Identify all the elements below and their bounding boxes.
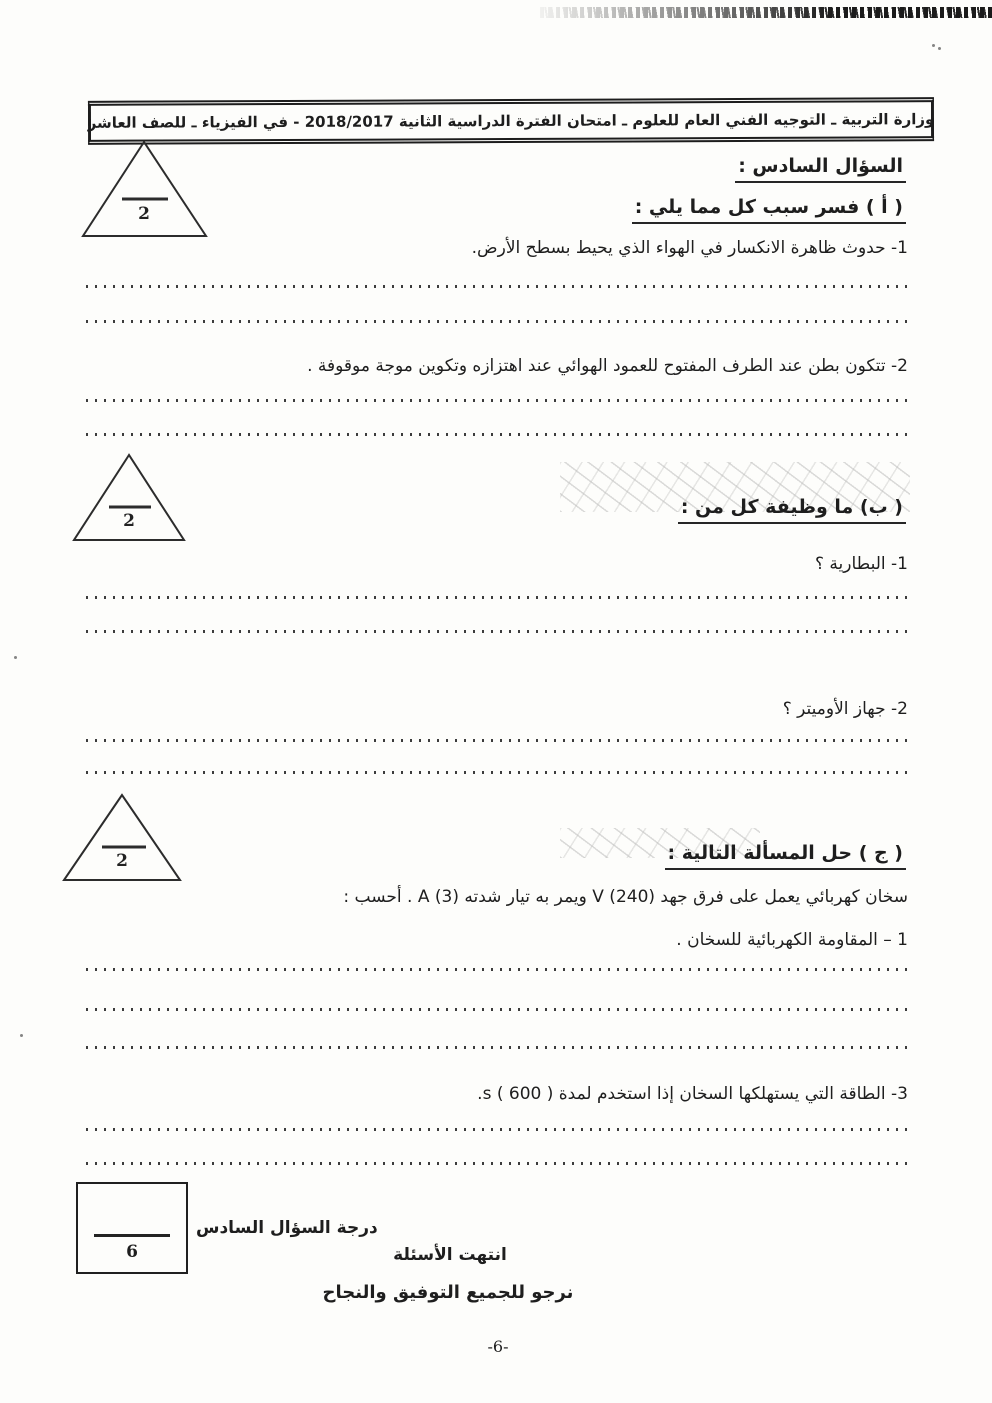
score-total: 6 (126, 1242, 138, 1262)
scan-speck (938, 47, 941, 50)
triangle-icon (70, 452, 188, 544)
marks-triangle-c (60, 792, 184, 884)
section-c-item-1: 1 – المقاومة الكهربائية للسخان . (676, 930, 908, 950)
score-box (76, 1182, 188, 1274)
marks-value-c: 2 (116, 850, 128, 871)
section-a-item-1: 1- حدوث ظاهرة الانكسار في الهواء الذي يحيط بسطح الأرض. (471, 238, 908, 258)
answer-line (86, 596, 908, 599)
section-a-heading: ( أ ) فسر سبب كل مما يلي : (632, 196, 906, 224)
section-c-problem: سخان كهربائي يعمل على فرق جهد (240) V ويمر به تيار شدته (3) A . أحسب : (343, 887, 908, 907)
question-title: السؤال السادس : (735, 155, 906, 183)
answer-line (86, 630, 908, 633)
page-number: -6- (487, 1337, 509, 1356)
marks-value-b: 2 (123, 510, 135, 531)
scan-speck (20, 1034, 23, 1037)
answer-line (86, 1162, 908, 1165)
section-b-item-2: 2- جهاز الأوميتر ؟ (782, 699, 908, 719)
answer-line (86, 285, 908, 288)
answer-line (86, 968, 908, 971)
section-a-item-2: 2- تتكون بطن عند الطرف المفتوح للعمود الهوائي عند اهتزازه وتكوين موجة موقوفة . (307, 356, 908, 376)
score-blank-line (94, 1234, 170, 1237)
answer-line (86, 1128, 908, 1131)
end-of-questions-text: انتهت الأسئلة (393, 1245, 507, 1265)
section-b-item-1: 1- البطارية ؟ (814, 554, 908, 574)
scan-speck (932, 44, 935, 47)
marks-triangle-b (70, 452, 188, 544)
answer-line (86, 1008, 908, 1011)
answer-line (86, 1046, 908, 1049)
triangle-icon (78, 139, 210, 241)
answer-line (86, 771, 908, 774)
score-box-label: درجة السؤال السادس (196, 1218, 378, 1238)
exam-header (88, 97, 934, 145)
answer-line (86, 399, 908, 402)
scan-noise-band (540, 7, 992, 18)
farewell-text: نرجو للجميع التوفيق والنجاح (322, 1282, 574, 1303)
section-c-heading: ( ج ) حل المسألة التالية : (665, 842, 906, 870)
section-c-item-3: 3- الطاقة التي يستهلكها السخان إذا استخدم لمدة s ( 600 ). (477, 1084, 908, 1104)
triangle-icon (60, 792, 184, 884)
exam-header-title: وزارة التربية ـ التوجيه الفني العام للعلوم ـ امتحان الفترة الدراسية الثانية 2018/2017 - في الفيزياء ـ للصف العاشر (87, 110, 935, 132)
scan-speck (14, 656, 17, 659)
answer-line (86, 739, 908, 742)
answer-line (86, 433, 908, 436)
answer-line (86, 320, 908, 323)
marks-triangle-a (78, 139, 210, 241)
marks-value-a: 2 (138, 204, 150, 225)
section-b-heading: ( ب) ما وظيفة كل من : (678, 496, 906, 524)
